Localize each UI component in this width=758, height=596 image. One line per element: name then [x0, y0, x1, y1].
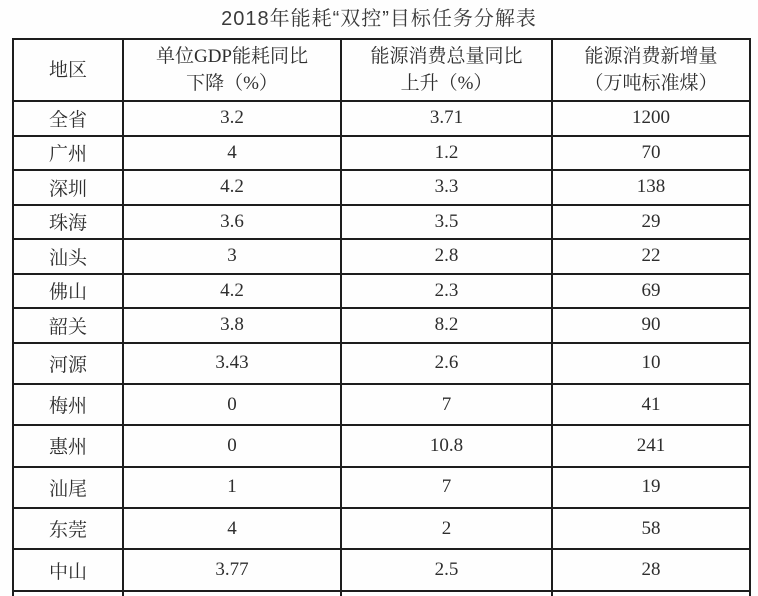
- header-gdp-line1: 单位GDP能耗同比: [155, 46, 308, 67]
- header-total-line2: 上升（%）: [400, 73, 493, 94]
- new-amount-cell: 70: [552, 136, 750, 171]
- partial-row-cutoff: [13, 591, 750, 596]
- table-body: [13, 101, 750, 596]
- new-amount-cell: 58: [552, 508, 750, 549]
- region-cell: 中山: [13, 549, 123, 590]
- empty-cell: [341, 591, 552, 596]
- table-header: [13, 39, 750, 101]
- empty-cell: [552, 591, 750, 596]
- gdp-drop-cell: 3.8: [123, 308, 341, 343]
- new-amount-cell: 22: [552, 239, 750, 274]
- gdp-drop-cell: 0: [123, 425, 341, 466]
- new-amount-cell: 1200: [552, 101, 750, 136]
- region-cell: 全省: [13, 101, 123, 136]
- table-row: [13, 343, 750, 384]
- header-new-line2: （万吨标准煤）: [584, 73, 718, 94]
- total-rise-cell: 10.8: [341, 425, 552, 466]
- gdp-drop-cell: 3: [123, 239, 341, 274]
- new-amount-cell: 138: [552, 170, 750, 205]
- total-rise-cell: 2: [341, 508, 552, 549]
- energy-target-table: [12, 38, 751, 596]
- table-row: [13, 384, 750, 425]
- region-cell: 深圳: [13, 170, 123, 205]
- total-rise-cell: 2.3: [341, 274, 552, 309]
- table-row: [13, 101, 750, 136]
- header-total-rise: [341, 39, 552, 101]
- total-rise-cell: 3.3: [341, 170, 552, 205]
- header-row: [13, 39, 750, 101]
- new-amount-cell: 69: [552, 274, 750, 309]
- total-rise-cell: 7: [341, 384, 552, 425]
- gdp-drop-cell: 4: [123, 508, 341, 549]
- total-rise-cell: 1.2: [341, 136, 552, 171]
- gdp-drop-cell: 3.6: [123, 205, 341, 240]
- table-row: [13, 239, 750, 274]
- table-row: [13, 274, 750, 309]
- header-region: [13, 39, 123, 101]
- total-rise-cell: 2.6: [341, 343, 552, 384]
- new-amount-cell: 29: [552, 205, 750, 240]
- table-row: [13, 170, 750, 205]
- region-cell: 汕尾: [13, 467, 123, 508]
- empty-cell: [13, 591, 123, 596]
- page-title: 2018年能耗“双控”目标任务分解表: [221, 8, 537, 30]
- new-amount-cell: 28: [552, 549, 750, 590]
- gdp-drop-cell: 3.77: [123, 549, 341, 590]
- region-cell: 河源: [13, 343, 123, 384]
- total-rise-cell: 2.5: [341, 549, 552, 590]
- gdp-drop-cell: 0: [123, 384, 341, 425]
- header-gdp-drop: [123, 39, 341, 101]
- total-rise-cell: 3.71: [341, 101, 552, 136]
- table-row: [13, 425, 750, 466]
- table-row: [13, 508, 750, 549]
- region-cell: 佛山: [13, 274, 123, 309]
- new-amount-cell: 241: [552, 425, 750, 466]
- gdp-drop-cell: 4.2: [123, 274, 341, 309]
- header-region-label: 地区: [48, 59, 87, 81]
- new-amount-cell: 10: [552, 343, 750, 384]
- total-rise-cell: 2.8: [341, 239, 552, 274]
- region-cell: 韶关: [13, 308, 123, 343]
- new-amount-cell: 41: [552, 384, 750, 425]
- table-row: [13, 467, 750, 508]
- gdp-drop-cell: 1: [123, 467, 341, 508]
- table-row: [13, 205, 750, 240]
- region-cell: 梅州: [13, 384, 123, 425]
- total-rise-cell: 8.2: [341, 308, 552, 343]
- header-total-line1: 能源消费总量同比: [370, 46, 523, 67]
- gdp-drop-cell: 3.2: [123, 101, 341, 136]
- empty-cell: [123, 591, 341, 596]
- region-cell: 东莞: [13, 508, 123, 549]
- header-new-line1: 能源消费新增量: [584, 46, 718, 67]
- total-rise-cell: 3.5: [341, 205, 552, 240]
- region-cell: 惠州: [13, 425, 123, 466]
- header-new-amount: [552, 39, 750, 101]
- gdp-drop-cell: 4.2: [123, 170, 341, 205]
- table-row: [13, 308, 750, 343]
- gdp-drop-cell: 4: [123, 136, 341, 171]
- gdp-drop-cell: 3.43: [123, 343, 341, 384]
- region-cell: 广州: [13, 136, 123, 171]
- region-cell: 汕头: [13, 239, 123, 274]
- table-row: [13, 136, 750, 171]
- region-cell: 珠海: [13, 205, 123, 240]
- table-row: [13, 549, 750, 590]
- new-amount-cell: 19: [552, 467, 750, 508]
- new-amount-cell: 90: [552, 308, 750, 343]
- header-gdp-line2: 下降（%）: [186, 73, 278, 94]
- total-rise-cell: 7: [341, 467, 552, 508]
